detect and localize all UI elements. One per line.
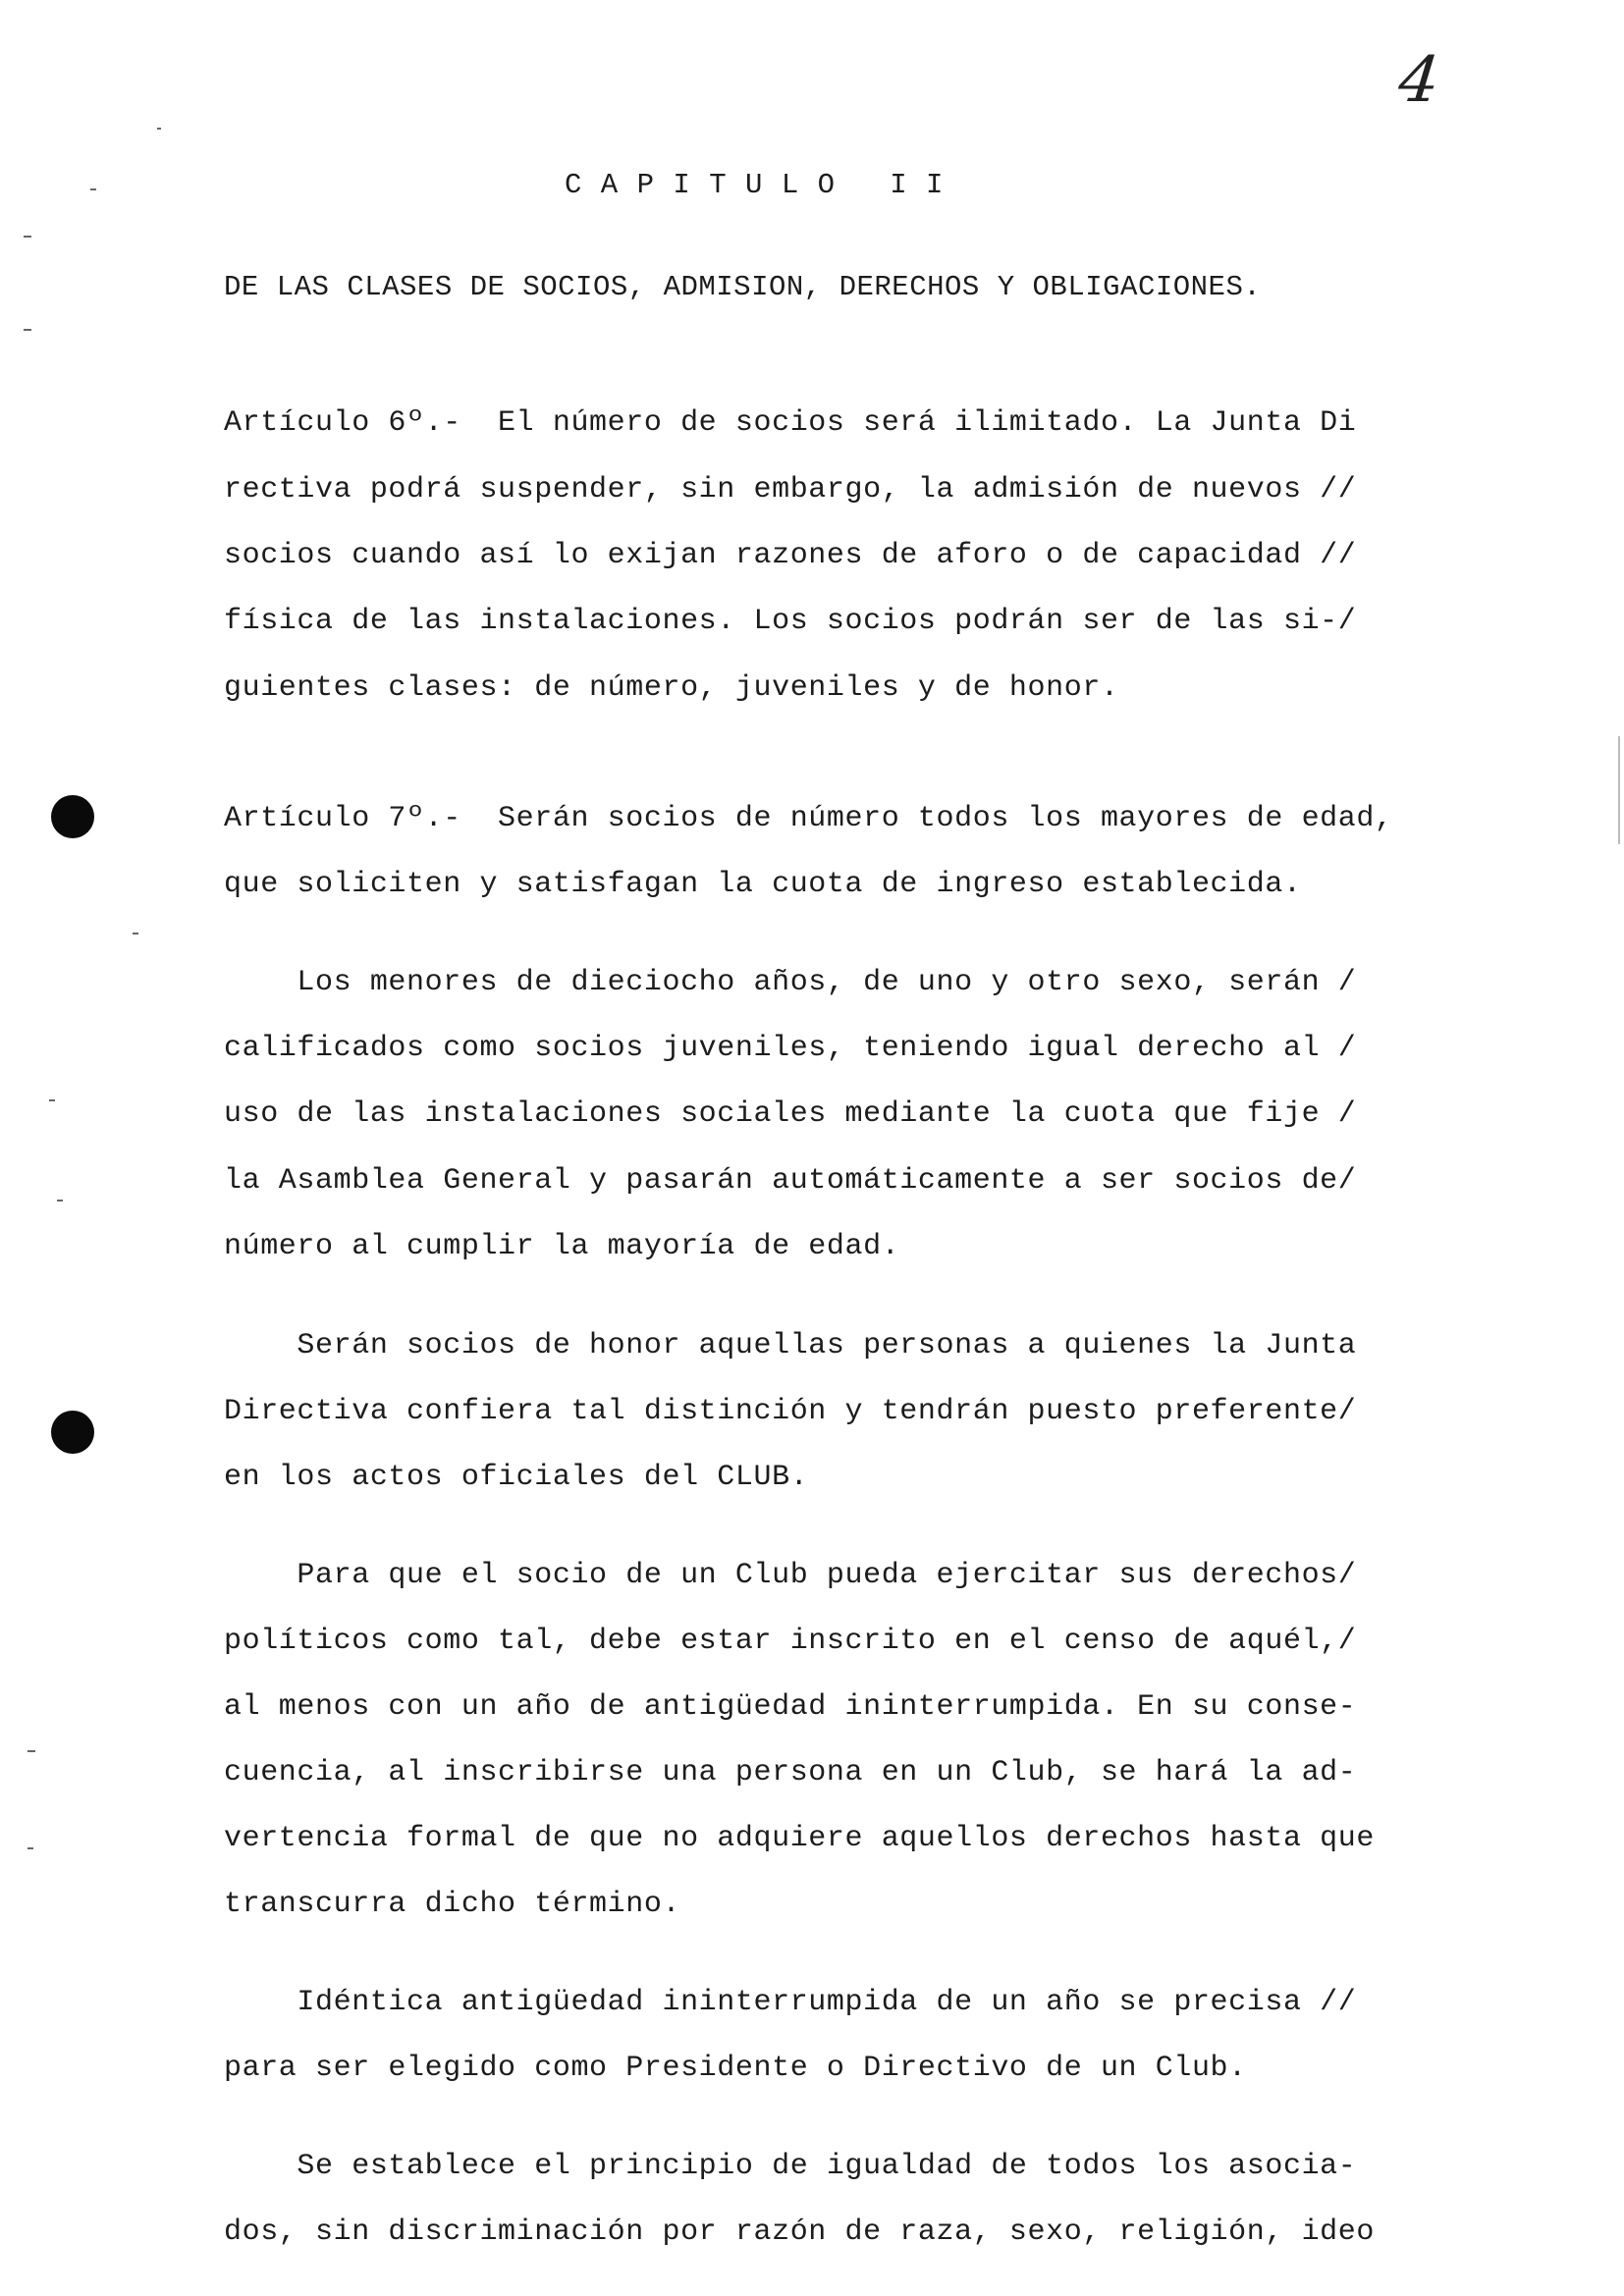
article-6-line-1: Artículo 6º.- El número de socios será ilimitado. La Junta Di bbox=[224, 406, 1357, 440]
article-6-line-5: guientes clases: de número, juveniles y de honor. bbox=[224, 671, 1119, 705]
igualdad-line-1: Se establece el principio de igualdad de todos los asocia- bbox=[224, 2150, 1357, 2183]
juveniles-line-4: la Asamblea General y pasarán automáticamente a ser socios de/ bbox=[224, 1164, 1357, 1198]
page-edge-line bbox=[1618, 736, 1620, 844]
article-6-line-3: socios cuando así lo exijan razones de aforo o de capacidad // bbox=[224, 539, 1357, 572]
margin-speck bbox=[49, 1099, 55, 1101]
derechos-line-3: al menos con un año de antigüedad ininterrumpida. En su conse- bbox=[224, 1690, 1357, 1724]
honor-line-3: en los actos oficiales del CLUB. bbox=[224, 1461, 809, 1494]
antiguedad-line-1: Idéntica antigüedad ininterrumpida de un año se precisa // bbox=[224, 1986, 1357, 2019]
margin-speck bbox=[57, 1200, 63, 1201]
igualdad-line-2: dos, sin discriminación por razón de raza, sexo, religión, ideo bbox=[224, 2216, 1375, 2249]
article-6-line-2: rectiva podrá suspender, sin embargo, la admisión de nuevos // bbox=[224, 473, 1357, 507]
derechos-line-2: políticos como tal, debe estar inscrito en el censo de aquél,/ bbox=[224, 1625, 1357, 1658]
article-7-line-2: que soliciten y satisfagan la cuota de ingreso establecida. bbox=[224, 868, 1302, 901]
punch-hole-top bbox=[51, 795, 94, 838]
juveniles-line-1: Los menores de dieciocho años, de uno y otro sexo, serán / bbox=[224, 966, 1357, 999]
margin-speck bbox=[27, 1750, 35, 1752]
derechos-line-4: cuencia, al inscribirse una persona en un Club, se hará la ad- bbox=[224, 1756, 1357, 1789]
margin-speck bbox=[24, 236, 31, 238]
juveniles-line-2: calificados como socios juveniles, teniendo igual derecho al / bbox=[224, 1032, 1357, 1065]
honor-line-2: Directiva confiera tal distinción y tendrán puesto preferente/ bbox=[224, 1395, 1357, 1428]
derechos-line-1: Para que el socio de un Club pueda ejercitar sus derechos/ bbox=[224, 1559, 1357, 1592]
margin-speck bbox=[133, 933, 138, 934]
margin-speck bbox=[24, 329, 31, 331]
page-number: 4 bbox=[1395, 44, 1443, 117]
juveniles-line-5: número al cumplir la mayoría de edad. bbox=[224, 1230, 900, 1263]
margin-speck bbox=[157, 128, 161, 130]
antiguedad-line-2: para ser elegido como Presidente o Directivo de un Club. bbox=[224, 2052, 1247, 2085]
article-7-line-1: Artículo 7º.- Serán socios de número todos los mayores de edad, bbox=[224, 802, 1393, 835]
margin-speck bbox=[90, 188, 96, 190]
derechos-line-5: vertencia formal de que no adquiere aquellos derechos hasta que bbox=[224, 1822, 1375, 1855]
chapter-subtitle: DE LAS CLASES DE SOCIOS, ADMISION, DERECHOS Y OBLIGACIONES. bbox=[224, 271, 1262, 303]
margin-speck bbox=[27, 1847, 33, 1849]
derechos-line-6: transcurra dicho término. bbox=[224, 1888, 681, 1921]
juveniles-line-3: uso de las instalaciones sociales mediante la cuota que fije / bbox=[224, 1097, 1357, 1131]
honor-line-1: Serán socios de honor aquellas personas a quienes la Junta bbox=[224, 1329, 1357, 1362]
article-6-line-4: física de las instalaciones. Los socios podrán ser de las si-/ bbox=[224, 605, 1357, 638]
chapter-title: C A P I T U L O I I bbox=[565, 169, 945, 201]
punch-hole-bottom bbox=[51, 1411, 94, 1454]
